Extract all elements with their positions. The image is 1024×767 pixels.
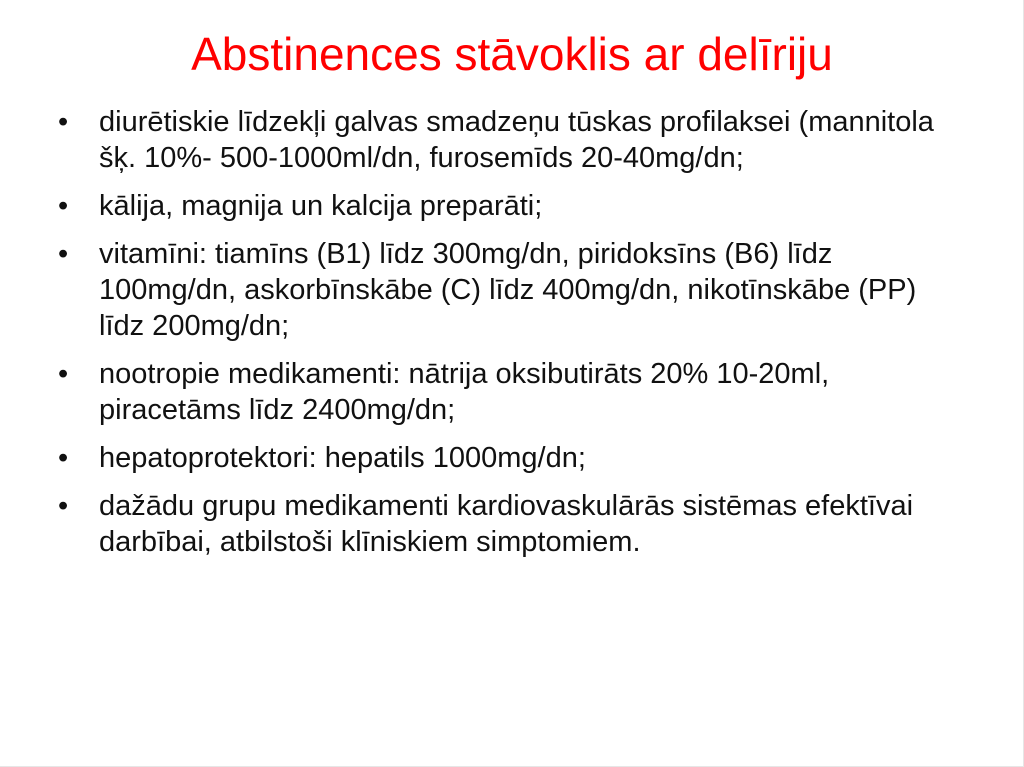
- bullet-dot-icon: •: [58, 490, 69, 522]
- bullet-text: vitamīni: tiamīns (B1) līdz 300mg/dn, piridoksīns (B6) līdz 100mg/dn, askorbīnskābe (C) līdz 400mg/dn, nikotīnskābe (PP) līdz 200mg/dn;: [99, 238, 917, 342]
- bullet-text: kālija, magnija un kalcija preparāti;: [99, 190, 543, 222]
- list-item: [58, 104, 963, 176]
- bullet-dot-icon: •: [58, 358, 69, 390]
- list-item: [58, 188, 963, 224]
- bullet-dot-icon: •: [58, 106, 69, 138]
- list-item: [58, 236, 963, 344]
- slide-title: Abstinences stāvoklis ar delīriju: [191, 28, 833, 80]
- bullet-text: hepatoprotektori: hepatils 1000mg/dn;: [99, 442, 586, 474]
- list-item: [58, 440, 963, 476]
- list-item: [58, 356, 963, 428]
- list-item: [58, 488, 963, 560]
- bullet-list: [58, 104, 963, 572]
- bullet-dot-icon: •: [58, 190, 69, 222]
- bullet-text: diurētiskie līdzekļi galvas smadzeņu tūskas profilaksei (mannitola šķ. 10%- 500-1000ml/dn, furosemīds 20-40mg/dn;: [99, 106, 934, 174]
- bullet-text: nootropie medikamenti: nātrija oksibutirāts 20% 10-20ml, piracetāms līdz 2400mg/dn;: [99, 358, 830, 426]
- bullet-text: dažādu grupu medikamenti kardiovaskulārās sistēmas efektīvai darbībai, atbilstoši klīniskiem simptomiem.: [99, 490, 914, 558]
- bullet-dot-icon: •: [58, 238, 69, 270]
- bullet-dot-icon: •: [58, 442, 69, 474]
